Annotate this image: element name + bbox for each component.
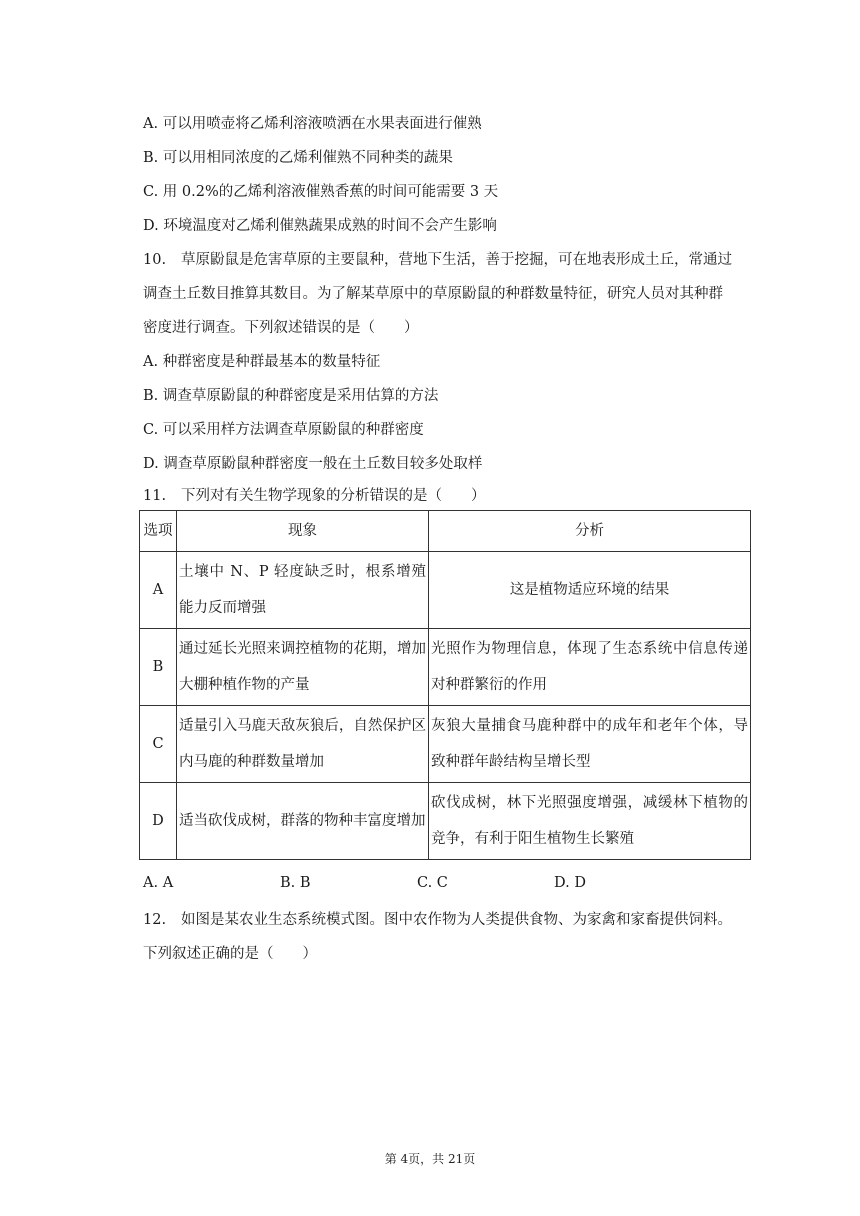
row-phenomenon: 适当砍伐成树，群落的物种丰富度增加 <box>177 783 429 860</box>
row-analysis: 这是植物适应环境的结果 <box>429 552 751 629</box>
q9-option-a: A. 可以用喷壶将乙烯利溶液喷洒在水果表面进行催熟 <box>143 116 482 132</box>
q11-option-a: A. A <box>143 875 174 891</box>
row-analysis: 砍伐成树，林下光照强度增强，减缓林下植物的竞争，有利于阳生植物生长繁殖 <box>429 783 751 860</box>
q10-option-d: D. 调查草原鼢鼠种群密度一般在土丘数目较多处取样 <box>143 456 483 472</box>
row-option: A <box>140 552 177 629</box>
row-option: B <box>140 629 177 706</box>
q11-table <box>139 510 751 860</box>
table-row <box>140 783 751 860</box>
table-header-row <box>140 511 751 552</box>
header-option: 选项 <box>140 511 177 552</box>
table-row <box>140 706 751 783</box>
q11-number: 11. <box>143 488 167 504</box>
row-phenomenon: 适量引入马鹿天敌灰狼后，自然保护区内马鹿的种群数量增加 <box>177 706 429 783</box>
q9-option-b: B. 可以用相同浓度的乙烯利催熟不同种类的蔬果 <box>143 150 453 166</box>
row-phenomenon: 通过延长光照来调控植物的花期，增加大棚种植作物的产量 <box>177 629 429 706</box>
page-footer: 第 4页，共 21页 <box>384 1152 476 1166</box>
q11-options <box>143 875 691 891</box>
q10-stem-line-2: 调查土丘数目推算其数目。为了解某草原中的草原鼢鼠的种群数量特征，研究人员对其种群 <box>143 286 723 302</box>
q10-stem-line-1: 10. 草原鼢鼠是危害草原的主要鼠种，营地下生活，善于挖掘，可在地表形成土丘，常通过 <box>143 252 732 268</box>
q10-option-c: C. 可以采用样方法调查草原鼢鼠的种群密度 <box>143 422 424 438</box>
q12-stem-line-2: 下列叙述正确的是（ ） <box>143 946 317 962</box>
q12-stem-line-1: 12. 如图是某农业生态系统模式图。图中农作物为人类提供食物、为家禽和家畜提供饲料。 <box>143 912 732 928</box>
table-row <box>140 629 751 706</box>
q11-option-b: B. B <box>280 875 311 891</box>
q12-number: 12. <box>143 912 167 928</box>
header-phenomenon: 现象 <box>177 511 429 552</box>
row-analysis: 光照作为物理信息，体现了生态系统中信息传递对种群繁衍的作用 <box>429 629 751 706</box>
q11-option-d: D. D <box>554 875 586 891</box>
q10-stem-line-3: 密度进行调查。下列叙述错误的是（ ） <box>143 320 419 336</box>
table-row <box>140 552 751 629</box>
row-phenomenon: 土壤中 N、P 轻度缺乏时，根系增殖能力反而增强 <box>177 552 429 629</box>
q10-number: 10. <box>143 252 167 268</box>
q9-option-c: C. 用 0.2%的乙烯利溶液催熟香蕉的时间可能需要 3 天 <box>143 184 499 200</box>
q10-option-a: A. 种群密度是种群最基本的数量特征 <box>143 354 381 370</box>
q11-option-c: C. C <box>417 875 448 891</box>
header-analysis: 分析 <box>429 511 751 552</box>
q11-stem: 11. 下列对有关生物学现象的分析错误的是（ ） <box>143 488 486 504</box>
row-option: C <box>140 706 177 783</box>
row-analysis: 灰狼大量捕食马鹿种群中的成年和老年个体，导致种群年龄结构呈增长型 <box>429 706 751 783</box>
q10-option-b: B. 调查草原鼢鼠的种群密度是采用估算的方法 <box>143 388 439 404</box>
row-option: D <box>140 783 177 860</box>
q9-option-d: D. 环境温度对乙烯利催熟蔬果成熟的时间不会产生影响 <box>143 218 497 234</box>
